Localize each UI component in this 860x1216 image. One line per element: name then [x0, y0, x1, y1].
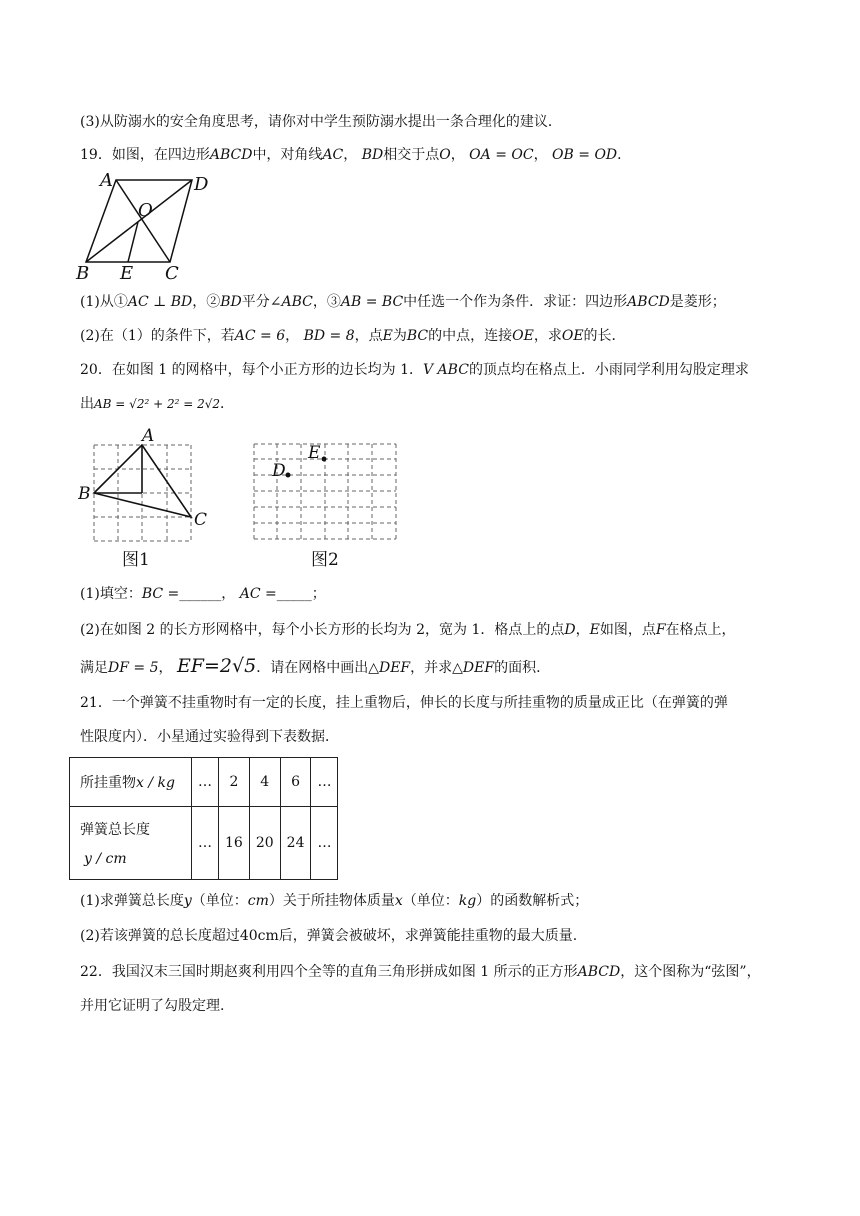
q19-figure-parallelogram [72, 172, 222, 284]
q22-stem-line1: 22．我国汉末三国时期赵爽利用四个全等的直角三角形拼成如图 1 所示的正方形ABCD，这个图称为“弦图”， [80, 964, 761, 980]
label-D: D [194, 174, 209, 195]
ab-formula: AB = √2² + 2² = 2√2 [94, 397, 220, 411]
table-row-y: 弹簧总长度 y / cm … 16 20 24 … [70, 807, 338, 880]
label-A: A [100, 172, 113, 191]
q20-part2-line2: 满足DF = 5， EF=2√5．请在网格中画出△DEF，并求△DEF的面积. [80, 655, 541, 677]
q21-stem-line2: 性限度内）．小星通过实验得到下表数据． [80, 729, 339, 745]
q20-stem-line2: 出AB = √2² + 2² = 2√2． [80, 396, 234, 412]
q20-stem-line1: 20．在如图 1 的网格中，每个小正方形的边长均为 1．V ABC的顶点均在格点上．小雨同学利用勾股定理求 [80, 362, 749, 378]
q21-part1: (1)求弹簧总长度y（单位：cm）关于所挂物体质量x（单位：kg）的函数解析式； [80, 893, 589, 909]
label-C: C [165, 263, 179, 284]
label-C: C [194, 510, 208, 530]
label-E: E [120, 263, 134, 284]
q19-part1: (1)从①AC ⊥ BD，②BD平分∠ABC，③AB = BC中任选一个作为条件．求证：四边形ABCD是菱形； [80, 294, 726, 310]
fig1-caption: 图1 [122, 550, 150, 570]
table-row-x: 所挂重物x / kg … 2 4 6 … [70, 758, 338, 807]
q21-data-table [69, 757, 338, 880]
q20-part2-line1: (2)在如图 2 的长方形网格中，每个小长方形的长均为 2，宽为 1．格点上的点D，E如图，点F在格点上， [80, 622, 736, 638]
fig2-caption: 图2 [311, 550, 339, 570]
q19-part2: (2)在（1）的条件下，若AC = 6， BD = 8，点E为BC的中点，连接OE，求OE的长． [80, 328, 626, 344]
q20-figure1-grid [78, 425, 218, 570]
label-O: O [138, 200, 153, 221]
q20-part1: (1)填空：BC =______， AC =_____； [80, 586, 326, 602]
label-A: A [142, 426, 155, 446]
q21-part2: (2)若该弹簧的总长度超过40cm后，弹簧会被破坏，求弹簧能挂重物的最大质量. [80, 928, 578, 944]
q20-figure2-grid [248, 440, 403, 570]
q21-stem-line1: 21．一个弹簧不挂重物时有一定的长度，挂上重物后，伸长的长度与所挂重物的质量成正比（在弹簧的弹 [80, 695, 728, 711]
label-B: B [76, 263, 90, 284]
point-E [322, 457, 327, 462]
q19-stem: 19．如图，在四边形ABCD中，对角线AC， BD相交于点O， OA = OC， OB = OD． [80, 147, 632, 163]
q22-stem-line2: 并用它证明了勾股定理. [80, 998, 225, 1014]
q18-part3: (3)从防溺水的安全角度思考，请你对中学生预防溺水提出一条合理化的建议． [80, 114, 562, 130]
label-B: B [78, 484, 91, 504]
label-E: E [308, 443, 321, 463]
label-D: D [272, 461, 286, 481]
point-D [286, 473, 291, 478]
